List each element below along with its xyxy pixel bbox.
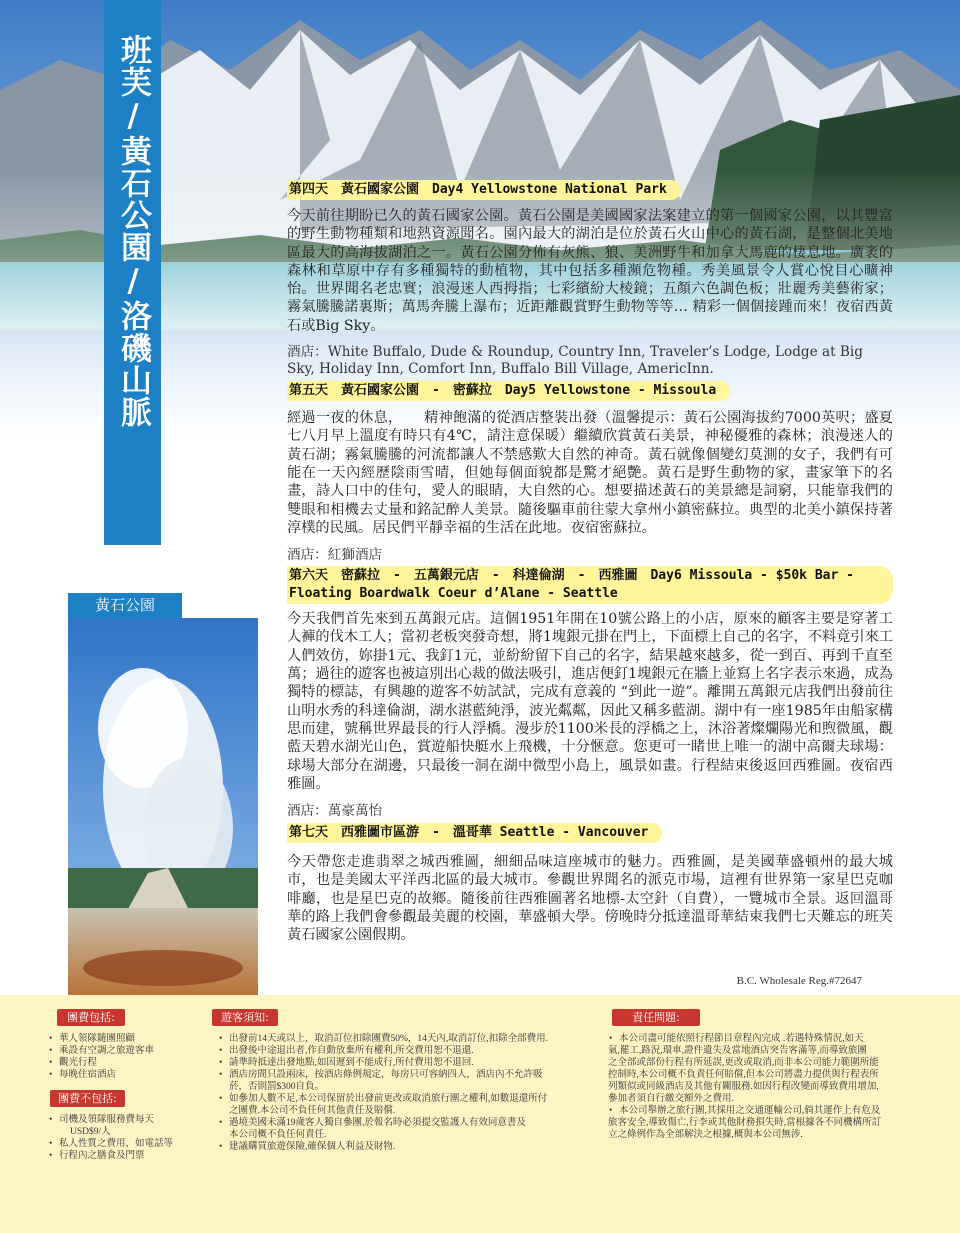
includes-item: • 華人領隊隨團照顧 bbox=[48, 1033, 208, 1045]
notice-item: • 建議購買旅遊保險,確保個人利益及財物. bbox=[218, 1141, 588, 1153]
day-7-body: 今天帶您走進翡翠之城西雅圖，細細品味這座城市的魅力。西雅圖，是美國華盛頓州的最大城市，也是美國太平洋西北區的最大城市。參觀世界聞名的派克市場，這裡有世界第一家星巴克咖啡廳，也是星巴克的故鄉。隨後前往西雅圖著名地標-太空針（自費），一覽城市全景。返回溫哥華的路上我們會參觀最美麗的校園，華盛頓大學。傍晚時分抵達溫哥華結束我們七天難忘的班芙黃石國家公園假期。 bbox=[287, 854, 893, 944]
day-5-header: 第五天 黃石國家公園 - 密蘇拉 Day5 Yellowstone - Missoula bbox=[287, 381, 730, 401]
notice-item: 菸，否則罰$300自負。 bbox=[229, 1082, 325, 1092]
excludes-title: 團費不包括: bbox=[50, 1090, 125, 1107]
includes-list bbox=[48, 1033, 208, 1081]
notice-item: • 酒店房間只設兩床，按酒店條例規定，每房只可容納四人，酒店內不允許吸 bbox=[218, 1069, 588, 1081]
liability-item: 旅客安全,導致傷亡,行李或其他財務損失時,當根據各不同機構所訂 bbox=[608, 1118, 882, 1128]
notice-item: 之團費.本公司不負任何其他責任及賠償. bbox=[229, 1106, 396, 1116]
title-banner bbox=[104, 0, 161, 545]
includes-title: 團費包括: bbox=[57, 1009, 125, 1026]
notice-list bbox=[218, 1033, 588, 1153]
day-6-body: 今天我們首先來到五萬銀元店。這個1951年開在10號公路上的小店，原來的顧客主要是穿著工人褲的伐木工人；當初老板突發奇想，將1塊銀元掛在門上，下面標上自己的名字，不料竟引來工人們效仿，妳掛1元、我釘1元，並紛紛留下自己的名字，結果越來越多，從一到百、再到千直至萬；過往的遊客也被這別出心裁的做法吸引，進店便釘1塊銀元在牆上並寫上名字表示來過，成為獨特的標誌，有興趣的遊客不妨試試，完成有意義的 “到此一遊”。離開五萬銀元店我們出發前往山明水秀的科達倫湖，湖水湛藍純淨，波光粼粼，因此又稱多藍湖。湖中有一座1985年由船家構思而建，號稱世界最長的行人浮橋。漫步於1100米長的浮橋之上，沐浴著燦爛陽光和煦微風，觀藍天碧水湖光山色，賞遊船快艇水上飛機，十分愜意。您更可一睹世上唯一的湖中高爾夫球場：球場大部分在湖邊，只最後一洞在湖中微型小島上，風景如畫。行程結束後返回西雅圖。夜宿西雅圖。 bbox=[287, 611, 893, 792]
day-4-header: 第四天 黃石國家公園 Day4 Yellowstone National Park bbox=[287, 180, 681, 200]
day-6-section bbox=[287, 566, 893, 820]
day-4-section bbox=[287, 178, 893, 378]
day-5-hotel: 酒店：紅獅酒店 bbox=[287, 547, 383, 564]
day-6-hotel: 酒店：萬豪萬怡 bbox=[287, 803, 383, 820]
photo-label: 黃石公園 bbox=[68, 593, 182, 618]
liability-item: • 本公司盡可能依照行程節目章程內完成 .若遇特殊情況,如天 bbox=[608, 1033, 908, 1045]
liability-item: 控制時,本公司概不負責任何賠償,但本公司將盡力提供與行程表所 bbox=[608, 1070, 879, 1080]
includes-item: • 乘設有空調之旅遊客車 bbox=[48, 1045, 208, 1057]
itinerary bbox=[287, 178, 893, 945]
liability-item: 氣,罷工,路況,環車,證件遺失及當地酒店突告客滿等,而導致旅團 bbox=[608, 1046, 867, 1056]
day-6-header: 第六天 密蘇拉 - 五萬銀元店 - 科達倫湖 - 西雅圖 Day6 Missoula - $50k Bar - Floating Boardwalk Coeur d’Alane - Seattle bbox=[287, 566, 893, 604]
liability-item: • 本公司舉辦之旅行團,其採用之交通運輸公司,倘其運作上有危及 bbox=[608, 1105, 908, 1117]
liability-item: 之全部或部份行程有所延誤,更改或取消,而非本公司能力範圍所能 bbox=[608, 1058, 879, 1068]
terms-band bbox=[0, 995, 960, 1233]
notice-item: • 請準時抵達出發地點,如因遲到不能成行,所付費用恕不退回. bbox=[218, 1057, 588, 1069]
day-5-body: 經過一夜的休息， 精神飽滿的從酒店整裝出發（溫馨提示：黃石公園海拔約7000英呎；盛夏七八月早上溫度有時只有4℃，請注意保暖）繼續欣賞黃石美景，神秘優雅的森林；浪漫迷人的黃石湖；霧氣騰騰的河流都讓人不禁感歎大自然的神奇。黃石就像個變幻莫測的女子，我們有可能在一天內經歷陰雨雪晴，但她每個面貌都是驚才絕艷。黃石是野生動物的家，畫家筆下的名畫，詩人口中的佳句，愛人的眼睛，大自然的心。想要描述黃石的美景總是詞窮，只能靠我們的雙眼和相機去丈量和銘記醉人美景。隨後驅車前往蒙大拿州小鎮密蘇拉。典型的北美小鎮保持著淳樸的民風。居民們平靜幸福的生活在此地。夜宿密蘇拉。 bbox=[287, 410, 893, 536]
tour-title: 班芙/黃石公園/洛磯山脈 bbox=[115, 34, 151, 428]
excludes-item: USD$9/人 bbox=[70, 1127, 111, 1137]
registration-number: B.C. Wholesale Reg.#72647 bbox=[736, 975, 862, 987]
day-7-header: 第七天 西雅圖市區游 - 溫哥華 Seattle - Vancouver bbox=[287, 823, 662, 843]
liability-item: 列類似或同級酒店及其他有關服務.如因行程改變而導致費用增加, bbox=[608, 1082, 879, 1092]
excludes-item: • 行程內之膳食及門票 bbox=[48, 1150, 218, 1162]
day-7-section bbox=[287, 821, 893, 944]
liability-list bbox=[608, 1033, 908, 1141]
day-5-section bbox=[287, 379, 893, 564]
notice-item: 本公司概不負任何責任. bbox=[229, 1130, 327, 1140]
geyser-photo bbox=[68, 618, 258, 1006]
notice-title: 遊客須知: bbox=[212, 1009, 278, 1026]
notice-item: • 過境美國未滿19歲客人獨自參團,於報名時必須提交監護人有效同意書及 bbox=[218, 1117, 588, 1129]
excludes-item: • 司機及領隊服務費每天 bbox=[48, 1114, 218, 1126]
liability-item: 參加者須自行繳交額外之費用. bbox=[608, 1094, 734, 1104]
notice-item: • 出發後中途退出者,作自動放棄所有權利,所交費用恕不退還. bbox=[218, 1045, 588, 1057]
includes-item: • 觀光行程 bbox=[48, 1057, 208, 1069]
notice-item: • 出發前14天或以上，取消訂位扣除團費50%，14天內,取消訂位,扣除全部費用. bbox=[218, 1033, 588, 1045]
notice-item: • 如參加人數不足,本公司保留於出發前更改或取消旅行團之權利,如數退還所付 bbox=[218, 1093, 588, 1105]
excludes-list bbox=[48, 1114, 218, 1162]
liability-title: 責任問題: bbox=[612, 1009, 700, 1026]
liability-item: 立之條例作為全部解決之根據,概與本公司無涉. bbox=[608, 1130, 803, 1140]
includes-item: • 每晚住宿酒店 bbox=[48, 1069, 208, 1081]
day-4-hotel: 酒店：White Buffalo, Dude & Roundup, Country Inn, Traveler’s Lodge, Lodge at Big Sky, Holiday Inn, Comfort Inn, Buffalo Bill Village, AmericInn. bbox=[287, 344, 863, 378]
excludes-item: • 私人性質之費用，如電話等 bbox=[48, 1138, 218, 1150]
day-4-body: 今天前往期盼已久的黃石國家公園。黃石公園是美國國家法案建立的第一個國家公園，以其豐富的野生動物種類和地熱資源聞名。園內最大的湖泊是位於黃石火山中心的黃石湖，是整個北美地區最大的高海拔湖泊之一。黃石公園分佈有灰熊、狼、美洲野牛和加拿大馬鹿的棲息地。廣袤的森林和草原中存有多種獨特的動植物，其中包括多種瀕危物種。秀美風景令人賞心悅目心曠神怡。世界聞名老忠實；浪漫迷人西拇指；七彩繽紛大棱鏡；五顏六色調色板；壯麗秀美藝術家；霧氣騰騰諾裏斯；萬馬奔騰上瀑布；近距離觀賞野生動物等等… 精彩一個個接踵而來！夜宿西黃石或Big Sky。 bbox=[287, 208, 893, 334]
